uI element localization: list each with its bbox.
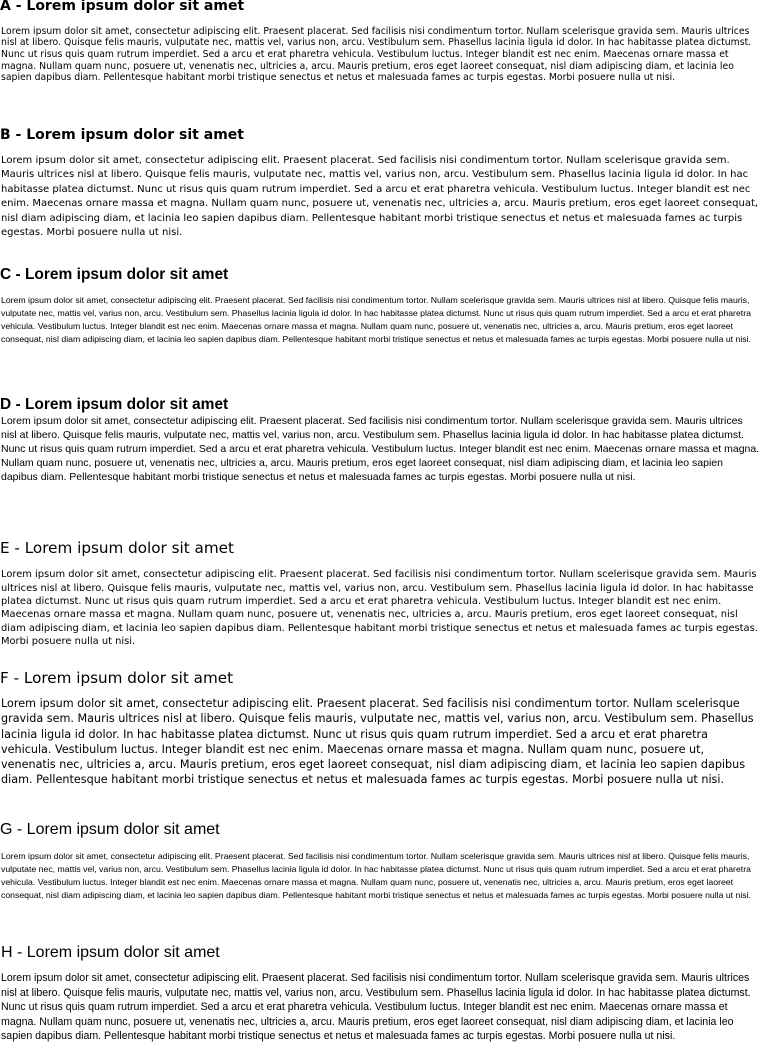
section-b-body: Lorem ipsum dolor sit amet, consectetur adipiscing elit. Praesent placerat. Sed facilisis nisi condimentum tortor. Nullam scelerisque gravida sem. Mauris ultrices nisl at libero. Quisque felis mauris, vulputate nec, mattis vel, varius non, arcu. Vestibulum sem. Phasellus lacinia ligula id dolor. In hac habitasse platea dictumst. Nunc ut risus quis quam rutrum imperdiet. Sed a arcu et erat pharetra vehicula. Vestibulum luctus. Integer blandit est nec enim. Maecenas ornare massa et magna. Nullam quam nunc, posuere ut, venenatis nec, ultricies a, arcu. Mauris pretium, eros eget laoreet consequat, nisl diam adipiscing diam, et lacinia leo sapien dapibus diam. Pellentesque habitant morbi tristique senectus et netus et malesuada fames ac turpis egestas. Morbi posuere nulla ut nisi. (1, 154, 759, 239)
section-d-heading: D - Lorem ipsum dolor sit amet (0, 396, 229, 413)
section-c-heading: C - Lorem ipsum dolor sit amet (0, 266, 229, 283)
section-g-heading: G - Lorem ipsum dolor sit amet (0, 821, 220, 838)
section-e-body: Lorem ipsum dolor sit amet, consectetur adipiscing elit. Praesent placerat. Sed facilisis nisi condimentum tortor. Nullam scelerisque gravida sem. Mauris ultrices nisl at libero. Quisque felis mauris, vulputate nec, mattis vel, varius non, arcu. Vestibulum sem. Phasellus lacinia ligula id dolor. In hac habitasse platea dictumst. Nunc ut risus quis quam rutrum imperdiet. Sed a arcu et erat pharetra vehicula. Vestibulum luctus. Integer blandit est nec enim. Maecenas ornare massa et magna. Nullam quam nunc, posuere ut, venenatis nec, ultricies a, arcu. Mauris pretium, eros eget laoreet consequat, nisl diam adipiscing diam, et lacinia leo sapien dapibus diam. Pellentesque habitant morbi tristique senectus et netus et malesuada fames ac turpis egestas. Morbi posuere nulla ut nisi. (1, 569, 758, 648)
section-g-body: Lorem ipsum dolor sit amet, consectetur adipiscing elit. Praesent placerat. Sed facilisis nisi condimentum tortor. Nullam scelerisque gravida sem. Mauris ultrices nisl at libero. Quisque felis mauris, vulputate nec, mattis vel, varius non, arcu. Vestibulum sem. Phasellus lacinia ligula id dolor. In hac habitasse platea dictumst. Nunc ut risus quis quam rutrum imperdiet. Sed a arcu et erat pharetra vehicula. Vestibulum luctus. Integer blandit est nec enim. Maecenas ornare massa et magna. Nullam quam nunc, posuere ut, venenatis nec, ultricies a, arcu. Mauris pretium, eros eget laoreet consequat, nisl diam adipiscing diam, et lacinia leo sapien dapibus diam. Pellentesque habitant morbi tristique senectus et netus et malesuada fames ac turpis egestas. Morbi posuere nulla ut nisi. (1, 851, 751, 901)
section-h-body: Lorem ipsum dolor sit amet, consectetur adipiscing elit. Praesent placerat. Sed facilisis nisi condimentum tortor. Nullam scelerisque gravida sem. Mauris ultrices nisl at libero. Quisque felis mauris, vulputate nec, mattis vel, varius non, arcu. Vestibulum sem. Phasellus lacinia ligula id dolor. In hac habitasse platea dictumst. Nunc ut risus quis quam rutrum imperdiet. Sed a arcu et erat pharetra vehicula. Vestibulum luctus. Integer blandit est nec enim. Maecenas ornare massa et magna. Nullam quam nunc, posuere ut, venenatis nec, ultricies a, arcu. Mauris pretium, eros eget laoreet consequat, nisl diam adipiscing diam, et lacinia leo sapien dapibus diam. Pellentesque habitant morbi tristique senectus et netus et malesuada fames ac turpis egestas. Morbi posuere nulla ut nisi. (1, 972, 751, 1043)
section-a-heading: A - Lorem ipsum dolor sit amet (0, 0, 245, 14)
section-h (0, 943, 761, 1044)
section-d-body: Lorem ipsum dolor sit amet, consectetur adipiscing elit. Praesent placerat. Sed facilisis nisi condimentum tortor. Nullam scelerisque gravida sem. Mauris ultrices nisl at libero. Quisque felis mauris, vulputate nec, mattis vel, varius non, arcu. Vestibulum sem. Phasellus lacinia ligula id dolor. In hac habitasse platea dictumst. Nunc ut risus quis quam rutrum imperdiet. Sed a arcu et erat pharetra vehicula. Vestibulum luctus. Integer blandit est nec enim. Maecenas ornare massa et magna. Nullam quam nunc, posuere ut, venenatis nec, ultricies a, arcu. Mauris pretium, eros eget laoreet consequat, nisl diam adipiscing diam, et lacinia leo sapien dapibus diam. Pellentesque habitant morbi tristique senectus et netus et malesuada fames ac turpis egestas. Morbi posuere nulla ut nisi. (1, 415, 760, 483)
section-a-body: Lorem ipsum dolor sit amet, consectetur adipiscing elit. Praesent placerat. Sed facilisis nisi condimentum tortor. Nullam scelerisque gravida sem. Mauris ultrices nisl at libero. Quisque felis mauris, vulputate nec, mattis vel, varius non, arcu. Vestibulum sem. Phasellus lacinia ligula id dolor. In hac habitasse platea dictumst. Nunc ut risus quis quam rutrum imperdiet. Sed a arcu et erat pharetra vehicula. Vestibulum luctus. Integer blandit est nec enim. Maecenas ornare massa et magna. Nullam quam nunc, posuere ut, venenatis nec, ultricies a, arcu. Mauris pretium, eros eget laoreet consequat, nisl diam adipiscing diam, et lacinia leo sapien dapibus diam. Pellentesque habitant morbi tristique senectus et netus et malesuada fames ac turpis egestas. Morbi posuere nulla ut nisi. (1, 25, 752, 84)
section-g (0, 820, 761, 903)
section-f (0, 669, 761, 787)
section-f-heading: F - Lorem ipsum dolor sit amet (0, 669, 234, 687)
section-f-body: Lorem ipsum dolor sit amet, consectetur adipiscing elit. Praesent placerat. Sed facilisis nisi condimentum tortor. Nullam scelerisque gravida sem. Mauris ultrices nisl at libero. Quisque felis mauris, vulputate nec, mattis vel, varius non, arcu. Vestibulum sem. Phasellus lacinia ligula id dolor. In hac habitasse platea dictumst. Nunc ut risus quis quam rutrum imperdiet. Sed a arcu et erat pharetra vehicula. Vestibulum luctus. Integer blandit est nec enim. Maecenas ornare massa et magna. Nullam quam nunc, posuere ut, venenatis nec, ultricies a, arcu. Mauris pretium, eros eget laoreet consequat, nisl diam adipiscing diam, et lacinia leo sapien dapibus diam. Pellentesque habitant morbi tristique senectus et netus et malesuada fames ac turpis egestas. Morbi posuere nulla ut nisi. (1, 697, 754, 787)
section-e (0, 539, 761, 649)
section-c-body: Lorem ipsum dolor sit amet, consectetur adipiscing elit. Praesent placerat. Sed facilisis nisi condimentum tortor. Nullam scelerisque gravida sem. Mauris ultrices nisl at libero. Quisque felis mauris, vulputate nec, mattis vel, varius non, arcu. Vestibulum sem. Phasellus lacinia ligula id dolor. In hac habitasse platea dictumst. Nunc ut risus quis quam rutrum imperdiet. Sed a arcu et erat pharetra vehicula. Vestibulum luctus. Integer blandit est nec enim. Maecenas ornare massa et magna. Nullam quam nunc, posuere ut, venenatis nec, ultricies a, arcu. Mauris pretium, eros eget laoreet consequat, nisl diam adipiscing diam, et lacinia leo sapien dapibus diam. Pellentesque habitant morbi tristique senectus et netus et malesuada fames ac turpis egestas. Morbi posuere nulla ut nisi. (1, 294, 751, 344)
section-b-heading: B - Lorem ipsum dolor sit amet (0, 127, 244, 143)
section-h-heading: H - Lorem ipsum dolor sit amet (1, 944, 220, 961)
section-e-heading: E - Lorem ipsum dolor sit amet (0, 539, 234, 557)
section-a (0, 0, 761, 84)
section-d (0, 396, 761, 484)
section-b (0, 127, 761, 241)
section-c (0, 266, 761, 346)
